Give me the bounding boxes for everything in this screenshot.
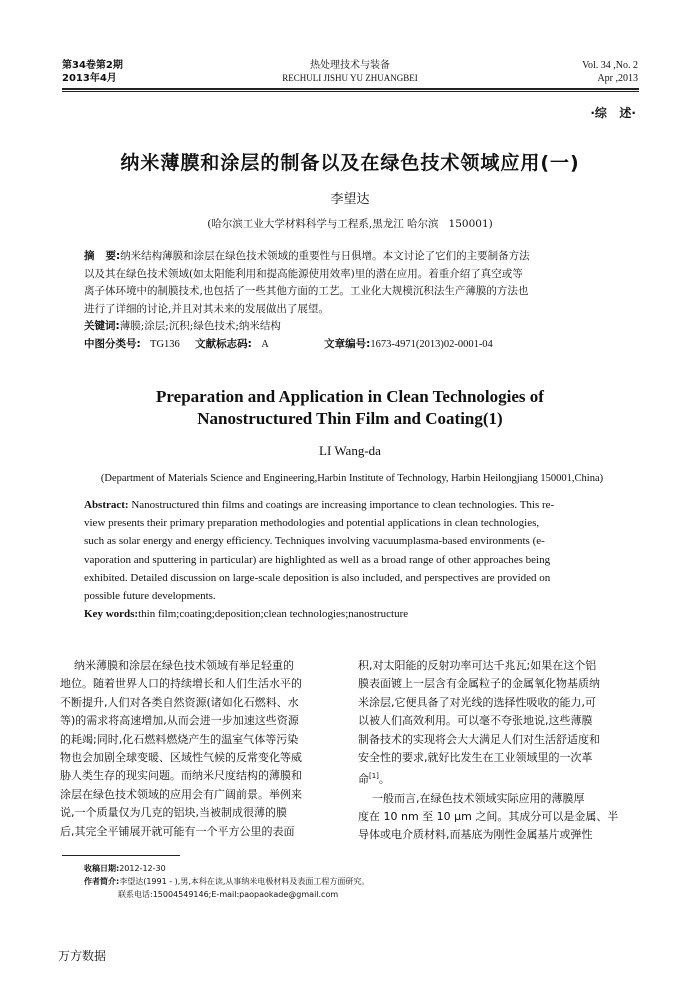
footnote	[84, 862, 644, 901]
author-cn: 李望达	[330, 192, 370, 207]
author-en: LI Wang-da	[319, 443, 381, 458]
abstract-cn-line: 进行了详细的讨论,并且对其未来的发展做出了展望。	[84, 302, 329, 315]
title-en	[60, 386, 640, 430]
keywords-cn: 薄膜;涂层;沉积;绿色技术;纳米结构	[119, 320, 281, 333]
body-line: 物也会加剧全球变暖、区域性气候的反常变化等威	[60, 751, 302, 765]
body-line: 膜表面镀上一层含有金属粒子的金属氧化物基质纳	[358, 677, 600, 691]
body-line: 胁人类生存的现实问题。而纳米尺度结构的薄膜和	[60, 769, 302, 783]
doc-code: A	[261, 338, 269, 350]
abstract-en-label: Abstract:	[84, 499, 129, 511]
body-line: 涂层在绿色技术领域的应用会有广阔前景。举例来	[60, 787, 302, 801]
clc-code: TG136	[150, 338, 180, 350]
affiliation-cn: (哈尔滨工业大学材料科学与工程系,黑龙江 哈尔滨 150001)	[207, 218, 493, 230]
abstract-cn-line: 以及其在绿色技术领域(如太阳能利用和提高能源使用效率)里的潜在应用。着重介绍了真空或等	[84, 267, 523, 280]
journal-name-en: RECHULI JISHU YU ZHUANGBEI	[282, 73, 418, 83]
affiliation-en: (Department of Materials Science and Engineering,Harbin Institute of Technology, Harbin Heilongjiang 150001,China)	[100, 473, 604, 484]
abstract-cn-label: 摘 要:	[84, 250, 121, 262]
journal-name	[200, 59, 500, 85]
body-line: 等)的需求将高速增加,从而会进一步加速这些资源	[60, 714, 299, 728]
body-line: 地位。随着世界人口的持续增长和人们生活水平的	[60, 677, 302, 691]
body-line: 以被人们高效利用。可以毫不夸张地说,这些薄膜	[358, 714, 593, 728]
abstract-cn	[84, 248, 624, 354]
section-tag: ·综 述·	[590, 106, 636, 120]
body-column-right	[358, 657, 640, 845]
received-label: 收稿日期:	[84, 864, 120, 873]
contact-info: 联系电话:15004549146;E-mail:paopaokade@gmail.com	[118, 890, 339, 899]
title-cn: 纳米薄膜和涂层的制备以及在绿色技术领域应用(一)	[120, 152, 580, 174]
body-column-left	[60, 657, 342, 841]
abstract-en-line: such as solar energy and energy efficiency. Techniques involving vacuumplasma-based environments (e-	[84, 535, 545, 548]
abstract-en-line: exhibited. Detailed discussion on large-scale deposition is also included, and perspectives are provided on	[84, 571, 551, 584]
header-rule-thick	[62, 88, 639, 90]
journal-name-cn: 热处理技术与装备	[310, 60, 390, 71]
body-line: 纳米薄膜和涂层在绿色技术领域有举足轻重的	[60, 659, 294, 672]
body-line: 一般而言,在绿色技术领域实际应用的薄膜厚	[358, 791, 585, 805]
header-rule-thin	[62, 91, 639, 92]
body-line: 度在 10 nm 至 10 μm 之间。其成分可以是金属、半	[358, 809, 619, 823]
body-line: 不断提升,人们对各类自然资源(诸如化石燃料、水	[60, 695, 299, 709]
article-number: 1673-4971(2013)02-0001-04	[370, 338, 493, 350]
abstract-en-line: Nanostructured thin films and coatings are increasing importance to clean technologies. This re-	[128, 499, 555, 511]
abstract-cn-line: 纳米结构薄膜和涂层在绿色技术领域的重要性与日俱增。本文讨论了它们的主要制备方法	[120, 250, 530, 262]
abstract-cn-line: 离子体环境中的制膜技术,也包括了一些其他方面的工艺。工业化大规模沉积法生产薄膜的方法也	[84, 285, 529, 298]
abstract-en	[84, 496, 620, 623]
keywords-cn-label: 关键词:	[84, 320, 120, 333]
clc-label: 中图分类号:	[84, 337, 141, 350]
body-line: 制备技术的实现将会大大满足人们对生活舒适度和	[358, 732, 600, 746]
citation-ref[interactable]: [1]	[369, 772, 379, 781]
watermark: 万方数据	[58, 949, 107, 963]
title-en-line-1: Preparation and Application in Clean Technologies of	[156, 387, 544, 406]
body-line: 后,其完全平铺展开就可能有一个平方公里的表面	[60, 824, 295, 838]
article-number-label: 文章编号:	[324, 337, 371, 350]
body-line: 导体或电介质材料,而基底为刚性金属基片或弹性	[358, 828, 593, 842]
body-line: 说,一个质量仅为几克的铝块,当被制成很薄的膜	[60, 806, 287, 820]
body-line: 米涂层,它便具备了对光线的选择性吸收的能力,可	[358, 695, 596, 709]
volume-issue-en: Vol. 34 ,No. 2	[582, 60, 638, 71]
body-line: 积,对太阳能的反射功率可达千兆瓦;如果在这个铝	[358, 659, 597, 672]
volume-issue-cn: 第34卷第2期	[62, 60, 123, 71]
journal-issue	[62, 59, 123, 85]
keywords-en-label: Key words:	[84, 608, 139, 621]
author-bio-label: 作者简介:	[84, 877, 120, 886]
body-line: 命	[358, 773, 369, 787]
date-cn: 2013年4月	[62, 73, 117, 84]
abstract-en-line: vaporation and sputtering in particular) are highlighted as well as a broad range of other approaches being	[84, 553, 551, 566]
abstract-en-line: possible future developments.	[84, 590, 216, 603]
abstract-en-line: view presents their primary preparation methodologies and potential applications in clean technologies,	[84, 517, 540, 530]
classification-row	[84, 336, 624, 354]
author-bio: 李望达(1991 - ),男,本科在读,从事纳米电极材料及表面工程方面研究。	[119, 877, 370, 886]
journal-issue-en	[582, 59, 638, 85]
doc-code-label: 文献标志码:	[195, 337, 252, 350]
date-en: Apr ,2013	[597, 73, 638, 84]
body-line: 的耗竭;同时,化石燃料燃烧产生的温室气体等污染	[60, 732, 299, 746]
received-date: 2012-12-30	[119, 864, 166, 873]
title-en-line-2: Nanostructured Thin Film and Coating(1)	[197, 409, 503, 428]
citation-tail: 。	[378, 773, 390, 787]
keywords-en: thin film;coating;deposition;clean technologies;nanostructure	[138, 608, 409, 621]
body-line: 安全性的要求,就好比发生在工业领域里的一次革	[358, 751, 593, 765]
footnote-rule	[62, 855, 180, 856]
